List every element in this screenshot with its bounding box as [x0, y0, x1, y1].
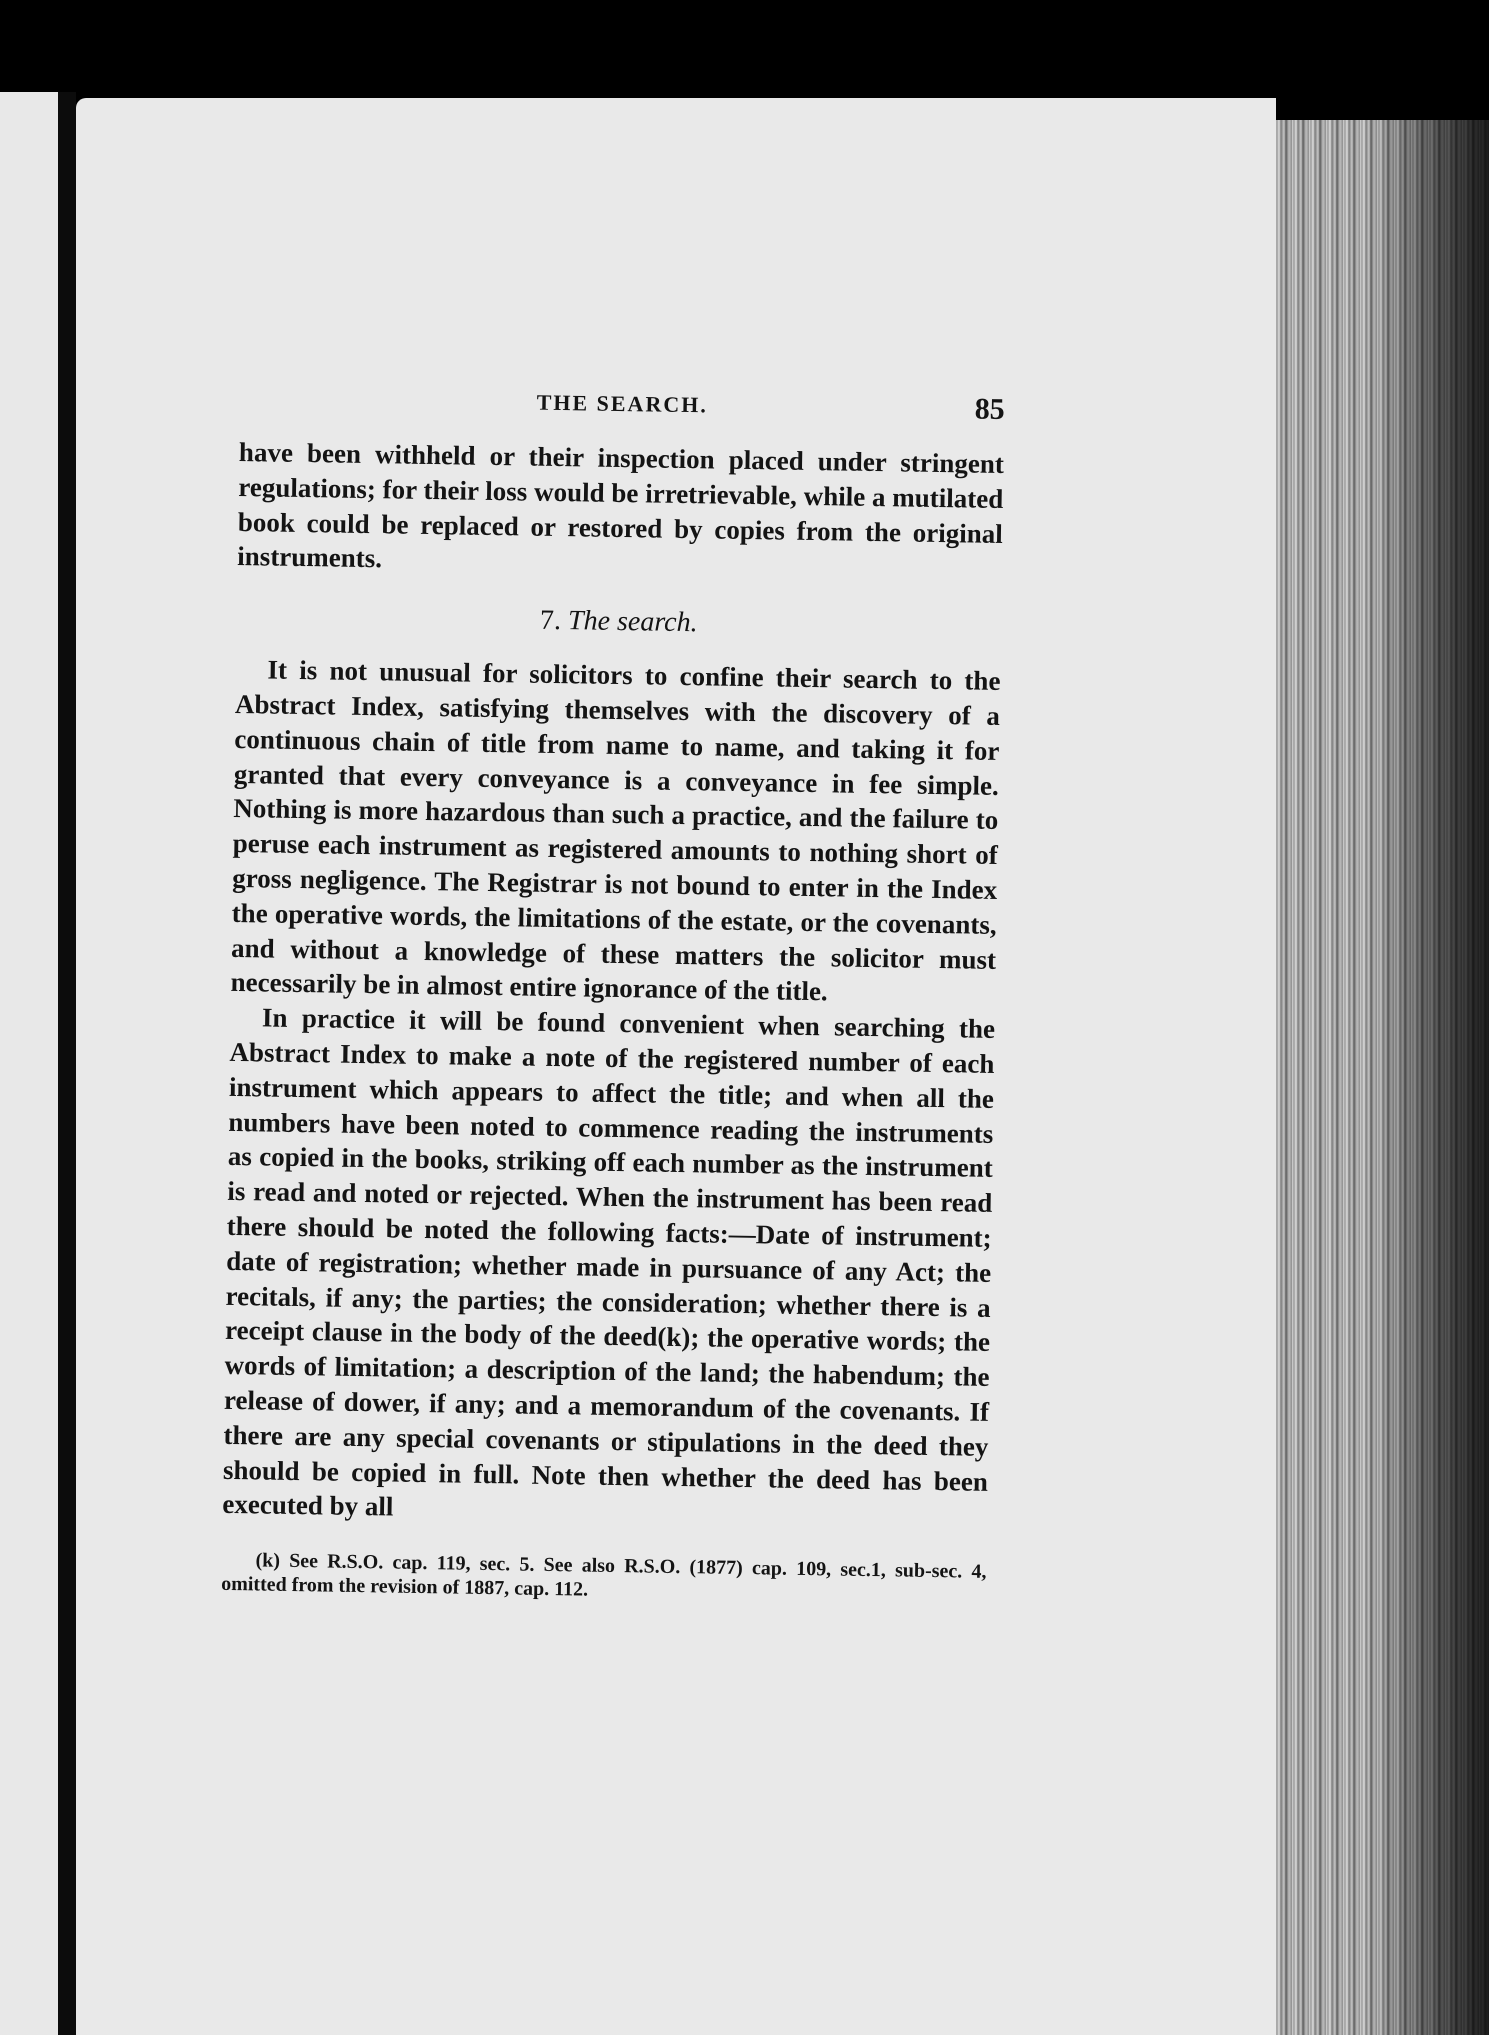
- section-title: The search.: [567, 605, 698, 639]
- body-text: [222, 435, 1004, 1534]
- book-gutter: [58, 92, 76, 2035]
- page-number: 85: [974, 392, 1005, 427]
- paragraph-practice: In practice it will be found convenient when searching the Abstract Index to make a note of the registered number of each instrument which appears to affect the title; and when all the numbers have been noted to commence reading the instruments as copied in the books, striking off each number as the instrument is read and noted or rejected. When the instrument has been read there should be noted the following facts:—Date of instrument; date of registration; whether made in pursuance of any Act; the recitals, if any; the parties; the consideration; whether there is a receipt clause in the body of the deed(k); the operative words; the words of limitation; a description of the land; the habendum; the release of dower, if any; and a memorandum of the covenants. If there are any special covenants or stipulations in the deed they should be copied in full. Note then whether the deed has been executed by all: [222, 1002, 996, 1522]
- page-text-block: [221, 385, 1005, 1608]
- page-stack-edges: [1258, 120, 1489, 2035]
- footnote: (k) See R.S.O. cap. 119, sec. 5. See also R.S.O. (1877) cap. 109, sec.1, sub-sec. 4, omitted from the revision of 1887, cap. 112.: [220, 1549, 987, 1601]
- section-number: 7.: [539, 604, 562, 637]
- paragraph-continuation: have been withheld or their inspection placed under stringent regulations; for their loss would be irretrievable, while a mutilated book could be replaced or restored by copies from the original instruments.: [237, 436, 1005, 574]
- section-heading: [236, 600, 1001, 644]
- facing-page-edge: [0, 92, 62, 2035]
- paragraph-abstract-index: It is not unusual for solicitors to confine their search to the Abstract Index, satisfying themselves with the discovery of a continuous chain of title from name to name, and taking it for granted that every conveyance is a conveyance in fee simple. Nothing is more hazardous than such a practice, and the failure to peruse each instrument as registered amounts to nothing short of gross negligence. The Registrar is not bound to enter in the Index the operative words, the limitations of the estate, or the covenants, and without a knowledge of these matters the solicitor must necessarily be in almost entire ignorance of the title.: [230, 654, 1001, 1007]
- running-title: THE SEARCH.: [536, 389, 709, 418]
